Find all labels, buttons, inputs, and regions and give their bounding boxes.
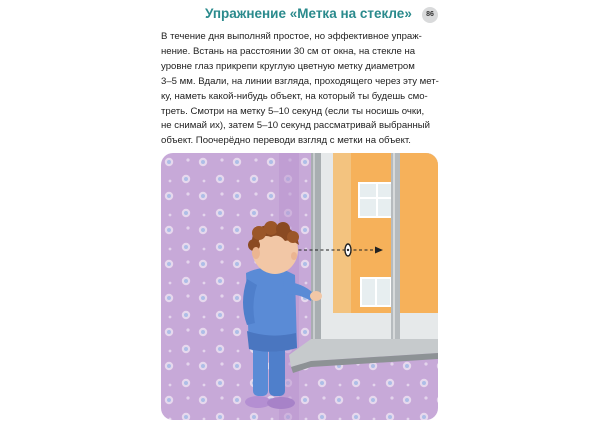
instruction-text [161,30,441,149]
text-line: треть. Смотри на метку 5–10 секунд (если ты носишь очки, [161,105,425,117]
text-line: не снимай их), затем 5–10 секунд рассматривай выбранный [161,120,431,132]
text-line: уровне глаз прикрепи круглую цветную метку диаметром [161,60,415,72]
page-title: Упражнение «Метка на стекле» [205,6,412,21]
text-line: 3–5 мм. Вдали, на линии взгляда, проходящего через эту мет- [161,75,439,87]
window [289,153,438,373]
text-line: объект. Поочерёдно переводи взгляд с метки на объект. [161,135,411,147]
page-number-badge: 86 [422,7,438,23]
illustration [161,153,438,420]
text-line: В течение дня выполняй простое, но эффективное упраж- [161,31,422,42]
text-line: ку, наметь какой-нибудь объект, на который ты будешь смо- [161,90,428,102]
text-line: нение. Встань на расстоянии 30 см от окна, на стекле на [161,45,416,57]
